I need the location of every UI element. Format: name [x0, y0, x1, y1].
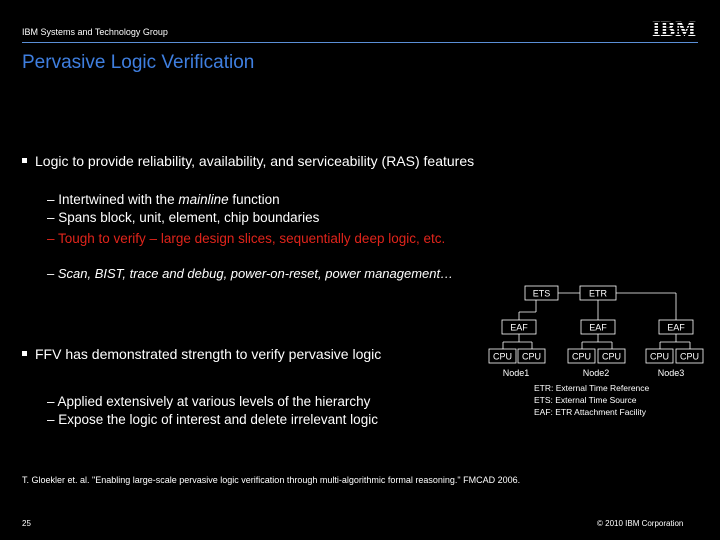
sub-bullet-scan: – Scan, BIST, trace and debug, power-on-reset, power management… — [47, 266, 454, 281]
reference-citation: T. Gloekler et. al. "Enabling large-scale pervasive logic verification through multi-algorithmic formal reasoning." FMCAD 2006. — [22, 475, 521, 485]
bullet-ffv — [22, 346, 381, 362]
sub-bullet-intertwined — [47, 192, 280, 207]
cpu-label: CPU — [679, 351, 700, 362]
eaf-label: EAF — [589, 322, 607, 333]
node3-group — [646, 320, 703, 378]
node-label: Node3 — [657, 368, 685, 378]
sub-bullet-intertwined-post: function — [228, 192, 280, 207]
ets-label: ETS — [532, 288, 551, 299]
sub-bullet-expose: – Expose the logic of interest and delete irrelevant logic — [47, 412, 378, 427]
sub-bullet-intertwined-italic: mainline — [178, 192, 229, 207]
bullet-ffv-text: FFV has demonstrated strength to verify pervasive logic — [35, 346, 382, 362]
ibm-logo — [650, 17, 698, 38]
cpu-label: CPU — [601, 351, 622, 362]
node-label: Node1 — [502, 368, 530, 378]
node2-group — [568, 320, 625, 378]
sub-bullet-intertwined-pre: – Intertwined with the — [47, 192, 179, 207]
eaf-label: EAF — [667, 322, 685, 333]
node-label: Node2 — [582, 368, 610, 378]
sub-bullet-tough: – Tough to verify – large design slices, sequentially deep logic, etc. — [47, 231, 446, 246]
cpu-label: CPU — [492, 351, 513, 362]
etr-label: ETR — [589, 288, 607, 299]
node1-group — [489, 320, 545, 378]
legend-ets: ETS: External Time Source — [534, 395, 637, 405]
header-divider — [22, 42, 698, 43]
legend-etr: ETR: External Time Reference — [534, 383, 650, 393]
bullet-ras — [22, 153, 474, 169]
page-number: 25 — [22, 519, 31, 528]
bullet-ras-text: Logic to provide reliability, availability, and serviceability (RAS) features — [35, 153, 475, 169]
sub-bullet-applied: – Applied extensively at various levels of the hierarchy — [47, 394, 371, 409]
bullet-square-icon — [22, 351, 27, 356]
copyright-notice: © 2010 IBM Corporation — [597, 519, 684, 528]
sub-bullet-spans: – Spans block, unit, element, chip boundaries — [47, 210, 320, 225]
cpu-label: CPU — [649, 351, 670, 362]
bullet-square-icon — [22, 158, 27, 163]
slide-title: Pervasive Logic Verification — [22, 52, 255, 73]
legend-eaf: EAF: ETR Attachment Facility — [534, 407, 646, 417]
etr-diagram — [470, 284, 715, 384]
header-group-label: IBM Systems and Technology Group — [22, 27, 168, 37]
cpu-label: CPU — [521, 351, 542, 362]
eaf-label: EAF — [510, 322, 528, 333]
cpu-label: CPU — [571, 351, 592, 362]
